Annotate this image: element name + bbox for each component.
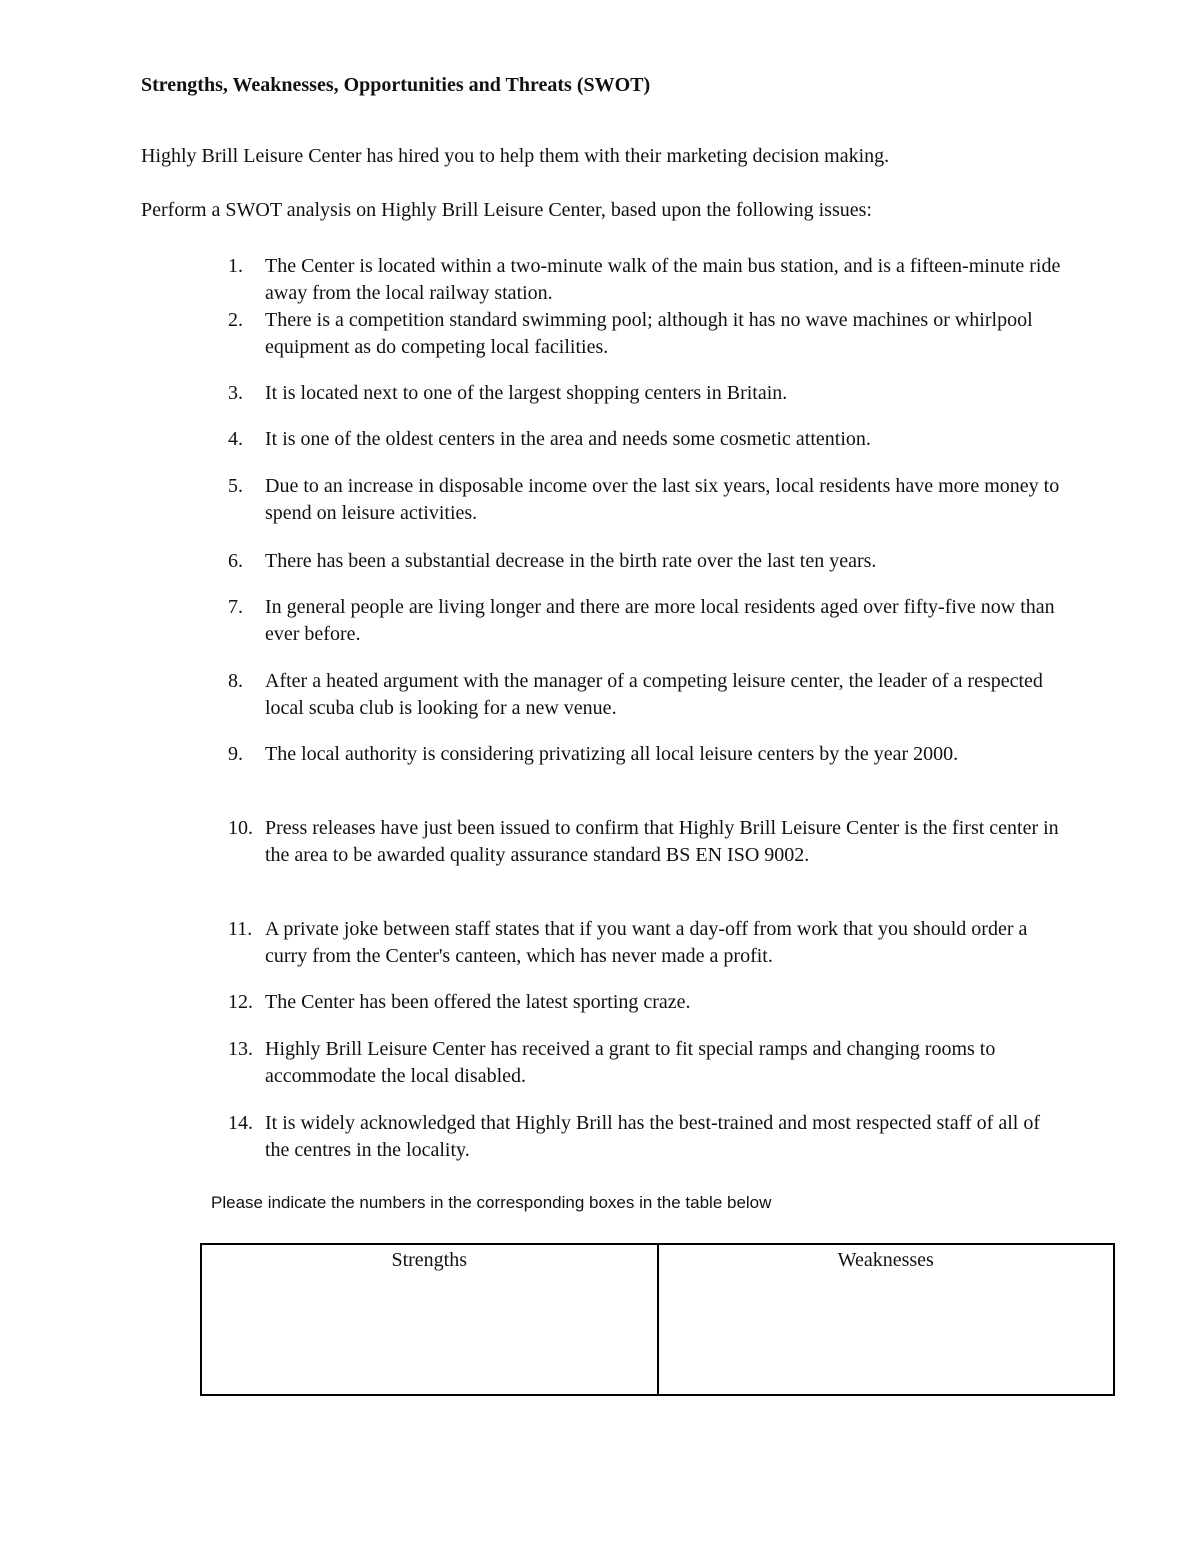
- swot-table: [200, 1243, 1115, 1396]
- list-item-text: It is one of the oldest centers in the area and needs some cosmetic attention.: [265, 428, 871, 450]
- list-item-number: 7.: [228, 596, 243, 618]
- list-item-number: 10.: [228, 817, 253, 839]
- list-item-number: 8.: [228, 670, 243, 692]
- task-paragraph: Perform a SWOT analysis on Highly Brill Leisure Center, based upon the following issues:: [141, 199, 872, 221]
- list-item-text: A private joke between staff states that if you want a day-off from work that you should order a curry from the Center's canteen, which has never made a profit.: [265, 918, 1028, 967]
- list-item-number: 14.: [228, 1112, 253, 1134]
- list-item-number: 9.: [228, 743, 243, 765]
- list-item-text: In general people are living longer and there are more local residents aged over fifty-five now than ever before.: [265, 596, 1055, 645]
- strengths-cell[interactable]: Strengths: [201, 1244, 658, 1395]
- list-item-number: 13.: [228, 1038, 253, 1060]
- document-title: Strengths, Weaknesses, Opportunities and Threats (SWOT): [141, 74, 651, 96]
- list-item-number: 5.: [228, 475, 243, 497]
- list-item-number: 1.: [228, 255, 243, 277]
- list-item-number: 2.: [228, 309, 243, 331]
- list-item-number: 12.: [228, 991, 253, 1013]
- table-instruction: Please indicate the numbers in the corresponding boxes in the table below: [211, 1193, 772, 1212]
- list-item-text: There is a competition standard swimming pool; although it has no wave machines or whirlpool equipment as do competing local facilities.: [265, 309, 1033, 358]
- list-item-text: The Center is located within a two-minute walk of the main bus station, and is a fifteen-minute ride away from the local railway station.: [265, 255, 1061, 304]
- list-item-number: 3.: [228, 382, 243, 404]
- list-item-text: There has been a substantial decrease in the birth rate over the last ten years.: [265, 550, 877, 572]
- weaknesses-cell[interactable]: Weaknesses: [658, 1244, 1115, 1395]
- list-item-text: It is widely acknowledged that Highly Brill has the best-trained and most respected staff of all of the centres in the locality.: [265, 1112, 1040, 1161]
- list-item-text: The local authority is considering privatizing all local leisure centers by the year 2000.: [265, 743, 959, 765]
- list-item-text: Press releases have just been issued to confirm that Highly Brill Leisure Center is the first center in the area to be awarded quality assurance standard BS EN ISO 9002.: [265, 817, 1059, 866]
- table-row: [201, 1244, 1114, 1395]
- list-item-text: It is located next to one of the largest shopping centers in Britain.: [265, 382, 788, 404]
- list-item-text: After a heated argument with the manager of a competing leisure center, the leader of a respected local scuba club is looking for a new venue.: [265, 670, 1043, 719]
- list-item-number: 11.: [228, 918, 253, 940]
- list-item-number: 4.: [228, 428, 243, 450]
- list-item-text: Highly Brill Leisure Center has received a grant to fit special ramps and changing rooms to accommodate the local disabled.: [265, 1038, 996, 1087]
- intro-paragraph: Highly Brill Leisure Center has hired you to help them with their marketing decision making.: [141, 145, 890, 167]
- list-item-text: The Center has been offered the latest sporting craze.: [265, 991, 691, 1013]
- list-item-text: Due to an increase in disposable income over the last six years, local residents have more money to spend on leisure activities.: [265, 475, 1060, 524]
- list-item-number: 6.: [228, 550, 243, 572]
